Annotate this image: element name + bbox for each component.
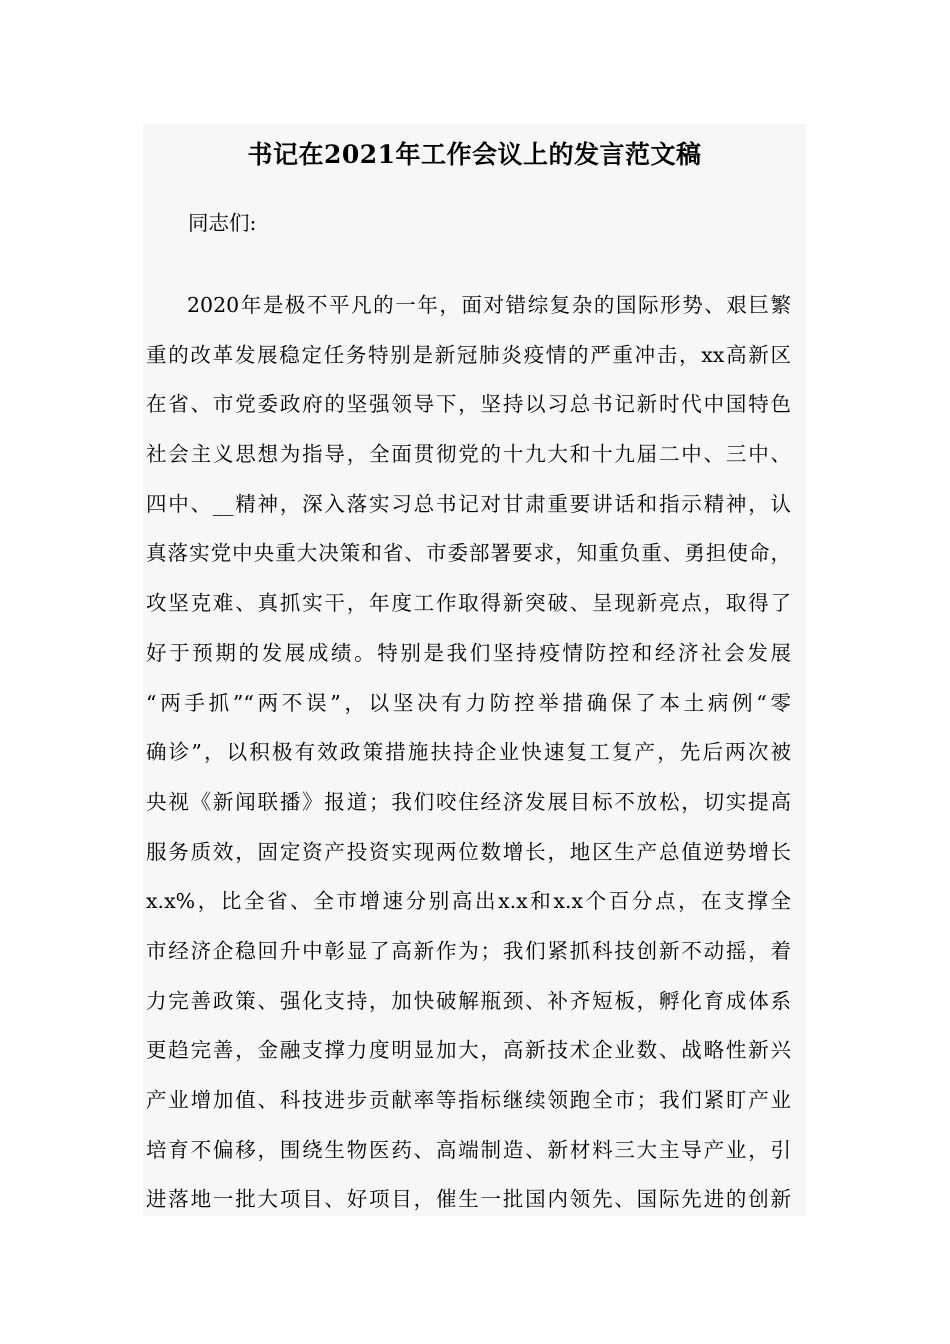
paragraph-line: 进落地一批大项目、好项目，催生一批国内领先、国际先进的创新 bbox=[146, 1187, 791, 1212]
paragraph-line: 力完善政策、强化支持，加快破解瓶颈、补齐短板，孵化育成体系 bbox=[146, 988, 791, 1013]
paragraph-line: 2020年是极不平凡的一年，面对错综复杂的国际形势、艰巨繁 bbox=[187, 293, 791, 317]
paragraph-line: 央视《新闻联播》报道；我们咬住经济发展目标不放松，切实提高 bbox=[146, 789, 791, 814]
paragraph-line: x.x%，比全省、全市增速分别高出x.x和x.x个百分点，在支撑全 bbox=[146, 889, 791, 914]
paragraph-line: 服务质效，固定资产投资实现两位数增长，地区生产总值逆势增长 bbox=[146, 839, 791, 864]
paragraph-line: 产业增加值、科技进步贡献率等指标继续领跑全市；我们紧盯产业 bbox=[146, 1088, 791, 1112]
paragraph-line: 重的改革发展稳定任务特别是新冠肺炎疫情的严重冲击，xx高新区 bbox=[146, 342, 791, 367]
paragraph-line: 攻坚克难、真抓实干，年度工作取得新突破、呈现新亮点，取得了 bbox=[146, 591, 791, 616]
document-title: 书记在2021年工作会议上的发言范文稿 bbox=[247, 140, 702, 169]
paragraph-line: 社会主义思想为指导，全面贯彻党的十九大和十九届二中、三中、 bbox=[146, 442, 791, 467]
paragraph-line: 四中、__精神，深入落实习总书记对甘肃重要讲话和指示精神，认 bbox=[146, 491, 791, 516]
salutation: 同志们: bbox=[188, 211, 257, 235]
paragraph-line: 市经济企稳回升中彰显了高新作为；我们紧抓科技创新不动摇，着 bbox=[146, 938, 791, 963]
paragraph-line: 确诊”，以积极有效政策措施扶持企业快速复工复产，先后两次被 bbox=[146, 740, 791, 765]
paragraph-line: 好于预期的发展成绩。特别是我们坚持疫情防控和经济社会发展 bbox=[146, 640, 791, 665]
paragraph-line: 更趋完善，金融支撑力度明显加大，高新技术企业数、战略性新兴 bbox=[146, 1038, 791, 1063]
body-paragraph bbox=[146, 281, 806, 1216]
paragraph-line: “两手抓”“两不误”，以坚决有力防控举措确保了本土病例“零 bbox=[146, 690, 791, 715]
paragraph-line: 培育不偏移，围绕生物医药、高端制造、新材料三大主导产业，引 bbox=[146, 1137, 791, 1162]
document-page bbox=[143, 124, 806, 1216]
paragraph-line: 真落实党中央重大决策和省、市委部署要求，知重负重、勇担使命， bbox=[146, 541, 791, 566]
paragraph-line: 在省、市党委政府的坚强领导下，坚持以习总书记新时代中国特色 bbox=[146, 392, 791, 417]
